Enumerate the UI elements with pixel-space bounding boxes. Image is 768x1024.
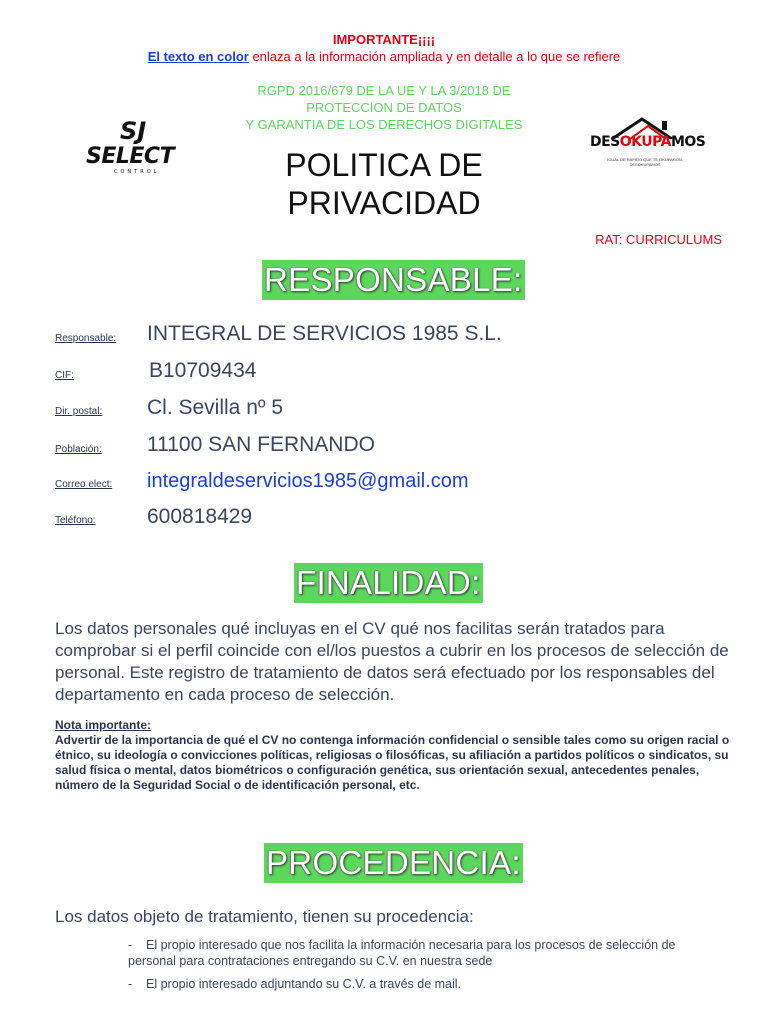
postal-address-value: Cl. Sevilla nº 5 xyxy=(147,396,284,419)
select-sub: CONTROL xyxy=(114,169,160,175)
responsable-heading[interactable]: RESPONSABLE: xyxy=(264,261,523,298)
postal-address-label: Dir. postal: xyxy=(55,406,103,417)
note-text: Advertir de la importancia de qué el CV no contenga información confidencial o sensible tales como su origen racial o étnico, su ideología o convicciones políticas, religiosas o filosóficas, su afiliación a partidos políticos o sindicatos, su salud física o mental, datos biométricos o configuración genética, sus orientación sexual, antecedentes penales, número de la Seguridad Social o de identificación personal, etc. xyxy=(55,733,730,792)
note-title: Nota importante: xyxy=(55,718,151,732)
phone-label: Teléfono: xyxy=(55,515,96,526)
color-text-link[interactable]: El texto en color xyxy=(147,49,249,64)
finalidad-heading[interactable]: FINALIDAD: xyxy=(296,564,481,601)
finalidad-text: Los datos personales qué incluyas en el CV qué nos facilitas serán tratados para comprobar si el perfil coincide con el/los puestos a cubrir en los procesos de selección de personal. Este registro de tratamiento de datos será efectuado por los responsables del departamento en cada proceso de selección. xyxy=(55,619,729,704)
city-label: Población: xyxy=(55,444,102,455)
rat-label: RAT: CURRICULUMS xyxy=(595,232,722,247)
important-note-block xyxy=(55,718,735,793)
bullet-dash: - xyxy=(128,977,133,991)
important-note-text: enlaza a la información ampliada y en detalle a lo que se refiere xyxy=(248,49,621,64)
important-note xyxy=(0,49,768,64)
list-item xyxy=(128,937,688,969)
select-mark: SJ xyxy=(120,117,147,145)
procedencia-heading[interactable]: PROCEDENCIA: xyxy=(266,844,521,881)
important-title: IMPORTANTE¡¡¡¡ xyxy=(332,32,436,47)
phone-value: 600818429 xyxy=(147,505,253,528)
email-label: Correo elect: xyxy=(55,479,113,490)
desokupamos-tagline: IGUAL DE RAPIDO QUE TE OKUPARON, DESOKUPAMOS xyxy=(607,157,683,167)
responsable-label: Responsable: xyxy=(55,333,117,344)
responsable-value: INTEGRAL DE SERVICIOS 1985 S.L. xyxy=(147,322,502,345)
list-item xyxy=(128,976,688,992)
page-title: POLITICA DE PRIVACIDAD xyxy=(285,147,483,221)
select-brand: SELECT xyxy=(86,144,175,169)
desokupamos-wordmark: DESOKUPAMOS xyxy=(590,134,706,150)
rgpd-line-2: PROTECCION DE DATOS xyxy=(306,100,462,115)
cif-label: CIF: xyxy=(55,370,74,381)
city-value: 11100 SAN FERNANDO xyxy=(147,433,375,456)
email-link[interactable]: integraldeservicios1985@gmail.com xyxy=(147,470,469,492)
bullet-dash: - xyxy=(128,938,133,952)
procedencia-text: Los datos objeto de tratamiento, tienen su procedencia: xyxy=(55,907,474,926)
rgpd-line-3: Y GARANTIA DE LOS DERECHOS DIGITALES xyxy=(245,117,523,132)
list-item-text: El propio interesado adjuntando su C.V. a través de mail. xyxy=(146,977,462,991)
rgpd-line-1: RGPD 2016/679 DE LA UE Y LA 3/2018 DE xyxy=(257,83,511,98)
cif-value: B10709434 xyxy=(149,359,257,382)
list-item-text: El propio interesado que nos facilita la información necesaria para los procesos de selección de personal para contrataciones entregando su C.V. en nuestra sede xyxy=(128,938,676,968)
